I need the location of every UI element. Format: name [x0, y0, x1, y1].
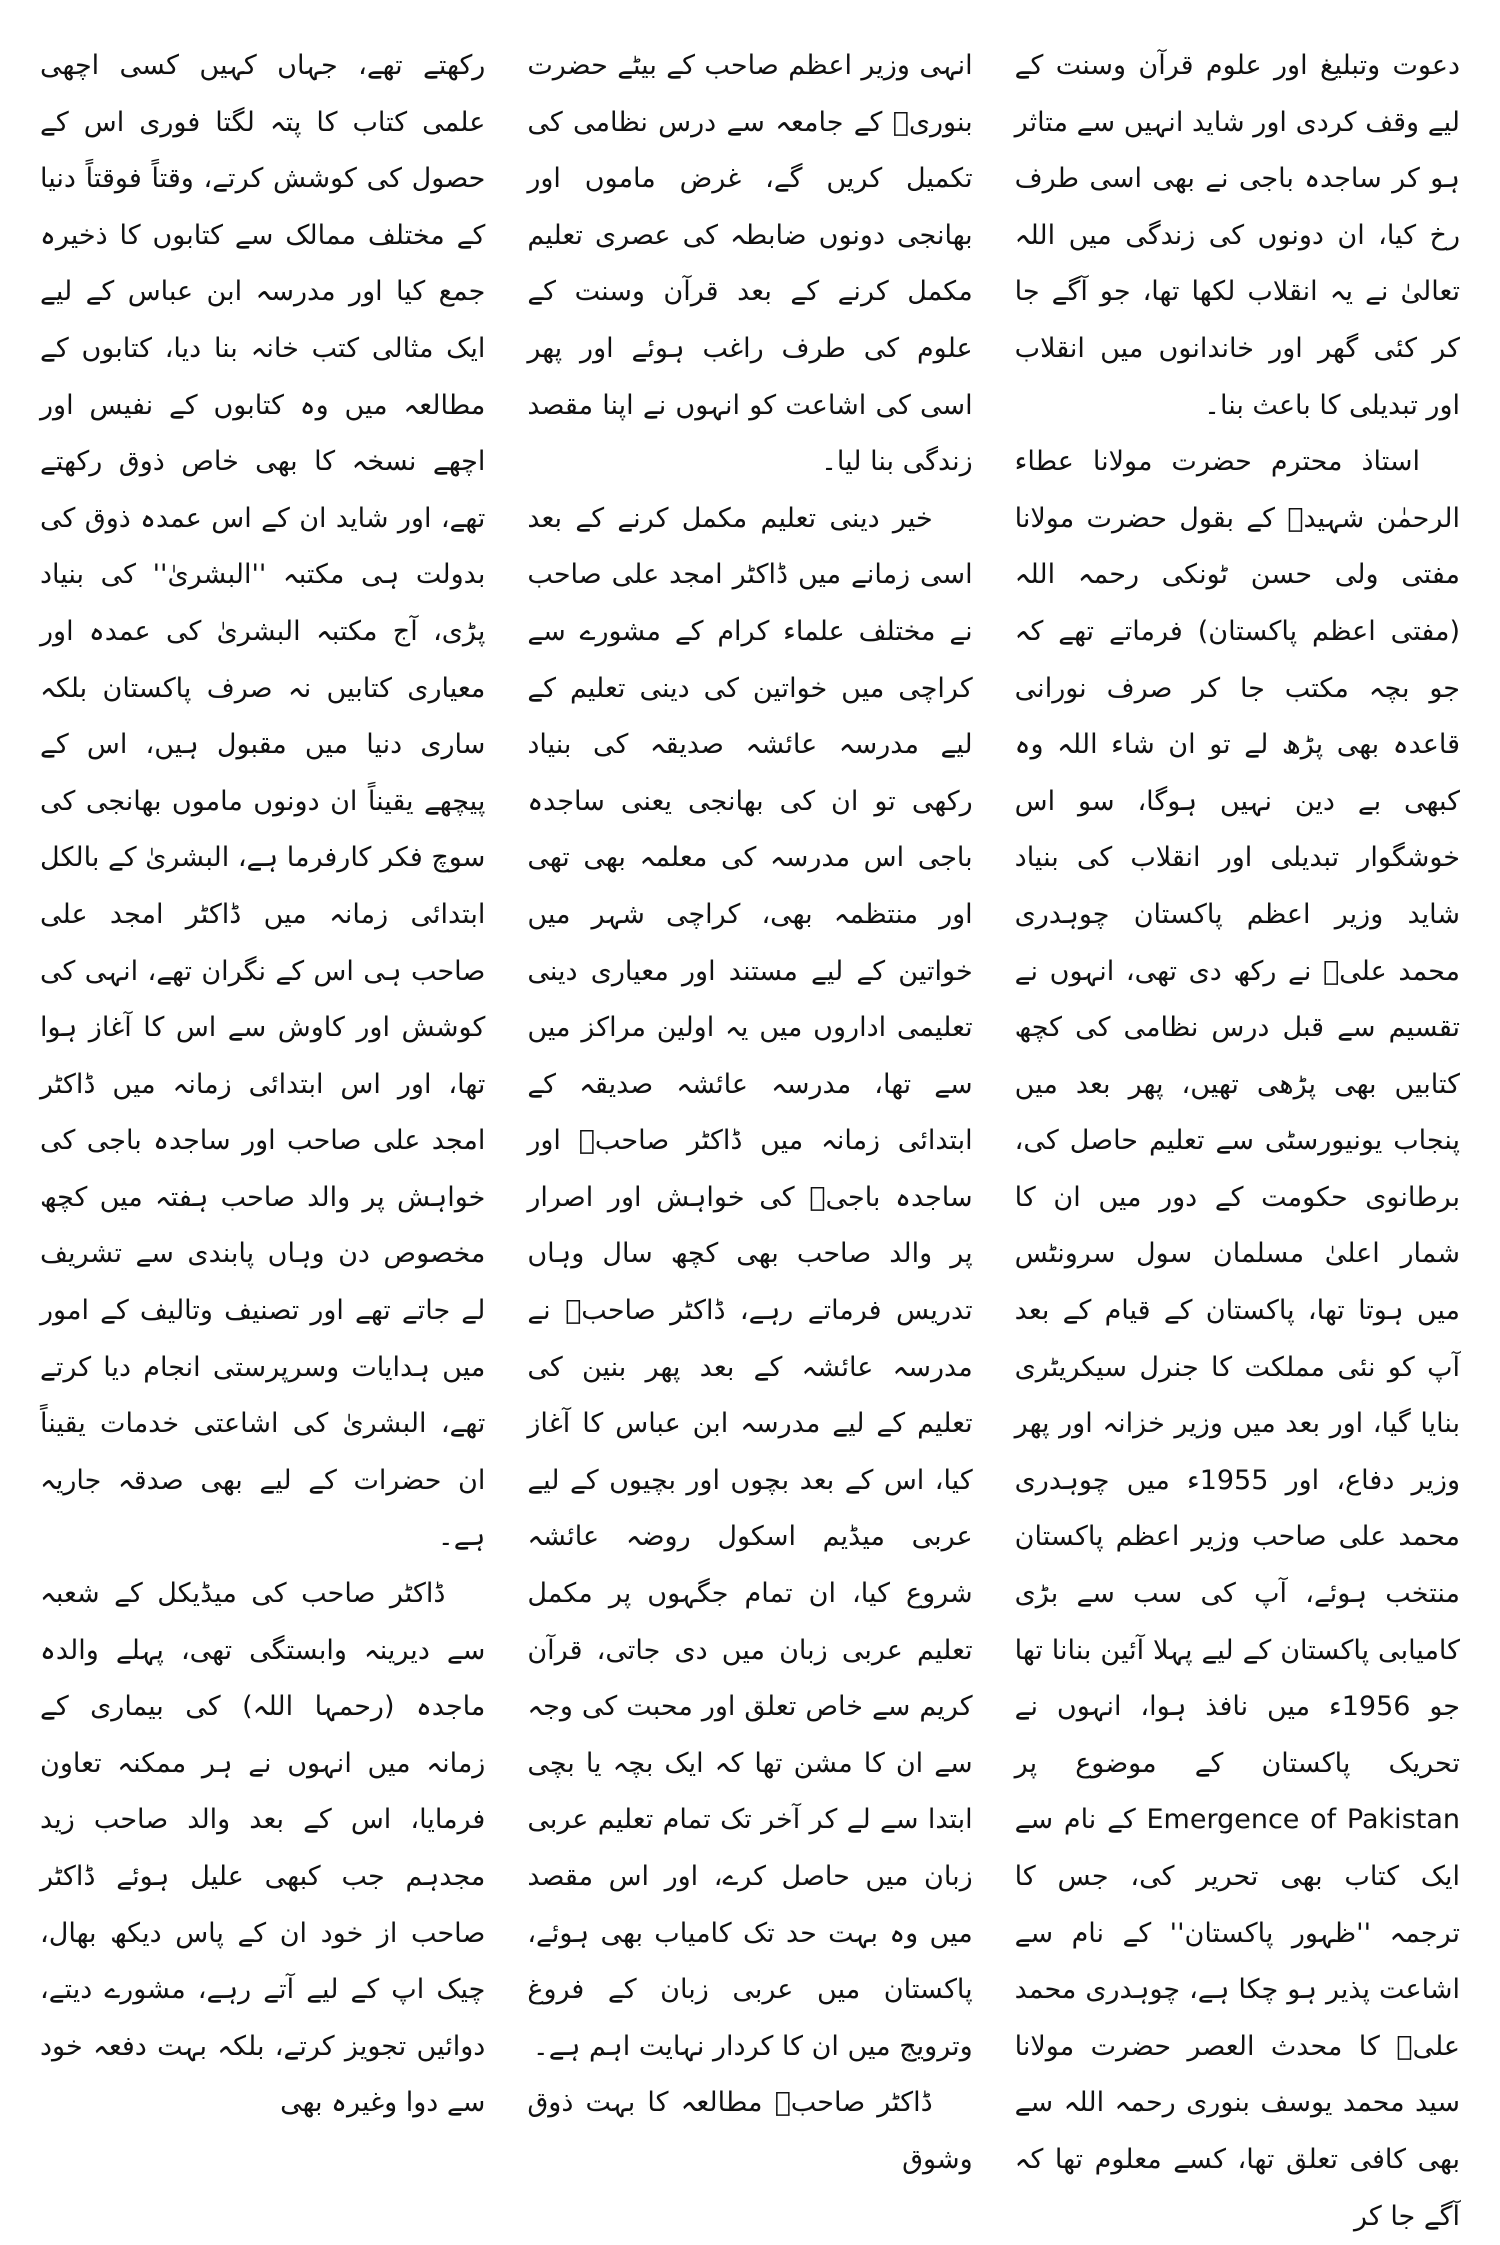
column-right [1014, 38, 1461, 2232]
column-middle [527, 38, 972, 2178]
text-columns [40, 38, 1461, 2232]
paragraph: خیر دینی تعلیم مکمل کرنے کے بعد اسی زمانے میں ڈاکٹر امجد علی صاحب نے مختلف علماء کرام کے مشورے سے کراچی میں خواتین کی دینی تعلیم کے لیے مدرسہ عائشہ صدیقہ کی بنیاد رکھی تو ان کی بھانجی یعنی ساجدہ باجی اس مدرسہ کی معلمہ بھی تھی اور منتظمہ بھی، کراچی شہر میں خواتین کے لیے مستند اور معیاری دینی تعلیمی اداروں میں یہ اولین مراکز میں سے تھا، مدرسہ عائشہ صدیقہ کے ابتدائی زمانہ میں ڈاکٹر صاحبؒ اور ساجدہ باجیؒ کی خواہش اور اصرار پر والد صاحب بھی کچھ سال وہاں تدریس فرماتے رہے، ڈاکٹر صاحبؒ نے مدرسہ عائشہ کے بعد پھر بنین کی تعلیم کے لیے مدرسہ ابن عباس کا آغاز کیا، اس کے بعد بچوں اور بچیوں کے لیے عربی میڈیم اسکول روضہ عائشہ شروع کیا، ان تمام جگہوں پر مکمل تعلیم عربی زبان میں دی جاتی، قرآن کریم سے خاص تعلق اور محبت کی وجہ سے ان کا مشن تھا کہ ایک بچہ یا بچی ابتدا سے لے کر آخر تک تمام تعلیم عربی زبان میں حاصل کرے، اور اس مقصد میں وہ بہت حد تک کامیاب بھی ہوئے، پاکستان میں عربی زبان کے فروغ وترویج میں ان کا کردار نہایت اہم ہے۔ [527, 502, 973, 2062]
paragraph: انہی وزیر اعظم صاحب کے بیٹے حضرت بنوریؒ کے جامعہ سے درس نظامی کی تکمیل کریں گے، غرض ماموں اور بھانجی دونوں ضابطہ کی عصری تعلیم مکمل کرنے کے بعد قرآن وسنت کے علوم کی طرف راغب ہوئے اور پھر اسی کی اشاعت کو انہوں نے اپنا مقصد زندگی بنا لیا۔ [527, 50, 973, 478]
paragraph: ڈاکٹر صاحبؒ مطالعہ کا بہت ذوق وشوق [527, 2087, 973, 2175]
paragraph: استاذ محترم حضرت مولانا عطاء الرحمٰن شہیدؒ کے بقول حضرت مولانا مفتی ولی حسن ٹونکی رحمہ اللہ (مفتی اعظم پاکستان) فرماتے تھے کہ جو بچہ مکتب جا کر صرف نورانی قاعدہ بھی پڑھ لے تو ان شاء اللہ وہ کبھی بے دین نہیں ہوگا، سو اس خوشگوار تبدیلی اور انقلاب کی بنیاد شاید وزیر اعظم پاکستان چوہدری محمد علیؒ نے رکھ دی تھی، انہوں نے تقسیم سے قبل درس نظامی کی کچھ کتابیں بھی پڑھی تھیں، پھر بعد میں پنجاب یونیورسٹی سے تعلیم حاصل کی، برطانوی حکومت کے دور میں ان کا شمار اعلیٰ مسلمان سول سرونٹس میں ہوتا تھا، پاکستان کے قیام کے بعد آپ کو نئی مملکت کا جنرل سیکریٹری بنایا گیا، اور بعد میں وزیر خزانہ اور پھر وزیر دفاع، اور 1955ء میں چوہدری محمد علی صاحب وزیر اعظم پاکستان منتخب ہوئے، آپ کی سب سے بڑی کامیابی پاکستان کے لیے پہلا آئین بنانا تھا جو 1956ء میں نافذ ہوا، انہوں نے تحریک پاکستان کے موضوع پر Emergence of Pakistan کے نام سے ایک کتاب بھی تحریر کی، جس کا ترجمہ ''ظہور پاکستان'' کے نام سے اشاعت پذیر ہو چکا ہے، چوہدری محمد علیؒ کا محدث العصر حضرت مولانا سید محمد یوسف بنوری رحمہ اللہ سے بھی کافی تعلق تھا، کسے معلوم تھا کہ آگے جا کر [1014, 446, 1461, 2232]
paragraph: رکھتے تھے، جہاں کہیں کسی اچھی علمی کتاب کا پتہ لگتا فوری اس کے حصول کی کوشش کرتے، وقتاً فوقتاً دنیا کے مختلف ممالک سے کتابوں کا ذخیرہ جمع کیا اور مدرسہ ابن عباس کے لیے ایک مثالی کتب خانہ بنا دیا، کتابوں کے مطالعہ میں وہ کتابوں کے نفیس اور اچھے نسخہ کا بھی خاص ذوق رکھتے تھے، اور شاید ان کے اس عمدہ ذوق کی بدولت ہی مکتبہ ''البشریٰ'' کی بنیاد پڑی، آج مکتبہ البشریٰ کی عمدہ اور معیاری کتابیں نہ صرف پاکستان بلکہ ساری دنیا میں مقبول ہیں، اس کے پیچھے یقیناً ان دونوں ماموں بھانجی کی سوچ فکر کارفرما ہے، البشریٰ کے بالکل ابتدائی زمانہ میں ڈاکٹر امجد علی صاحب ہی اس کے نگران تھے، انہی کی کوشش اور کاوش سے اس کا آغاز ہوا تھا، اور اس ابتدائی زمانہ میں ڈاکٹر امجد علی صاحب اور ساجدہ باجی کی خواہش پر والد صاحب ہفتہ میں کچھ مخصوص دن وہاں پابندی سے تشریف لے جاتے تھے اور تصنیف وتالیف کے امور میں ہدایات وسرپرستی انجام دیا کرتے تھے، البشریٰ کی اشاعتی خدمات یقیناً ان حضرات کے لیے بھی صدقہ جاریہ ہے۔ [40, 50, 486, 1553]
paragraph: ڈاکٹر صاحب کی میڈیکل کے شعبہ سے دیرینہ وابستگی تھی، پہلے والدہ ماجدہ (رحمہا اللہ) کی بیماری کے زمانہ میں انہوں نے ہر ممکنہ تعاون فرمایا، اس کے بعد والد صاحب زید مجدہم جب کبھی علیل ہوئے ڈاکٹر صاحب از خود ان کے پاس دیکھ بھال، چیک اپ کے لیے آتے رہے، مشورے دیتے، دوائیں تجویز کرتے، بلکہ بہت دفعہ خود سے دوا وغیرہ بھی [40, 1578, 486, 2119]
paragraph: دعوت وتبلیغ اور علوم قرآن وسنت کے لیے وقف کردی اور شاید انہیں سے متاثر ہو کر ساجدہ باجی نے بھی اسی طرف رخ کیا، ان دونوں کی زندگی میں اللہ تعالیٰ نے یہ انقلاب لکھا تھا، جو آگے جا کر کئی گھر اور خاندانوں میں انقلاب اور تبدیلی کا باعث بنا۔ [1014, 50, 1460, 421]
column-left [40, 38, 485, 2178]
